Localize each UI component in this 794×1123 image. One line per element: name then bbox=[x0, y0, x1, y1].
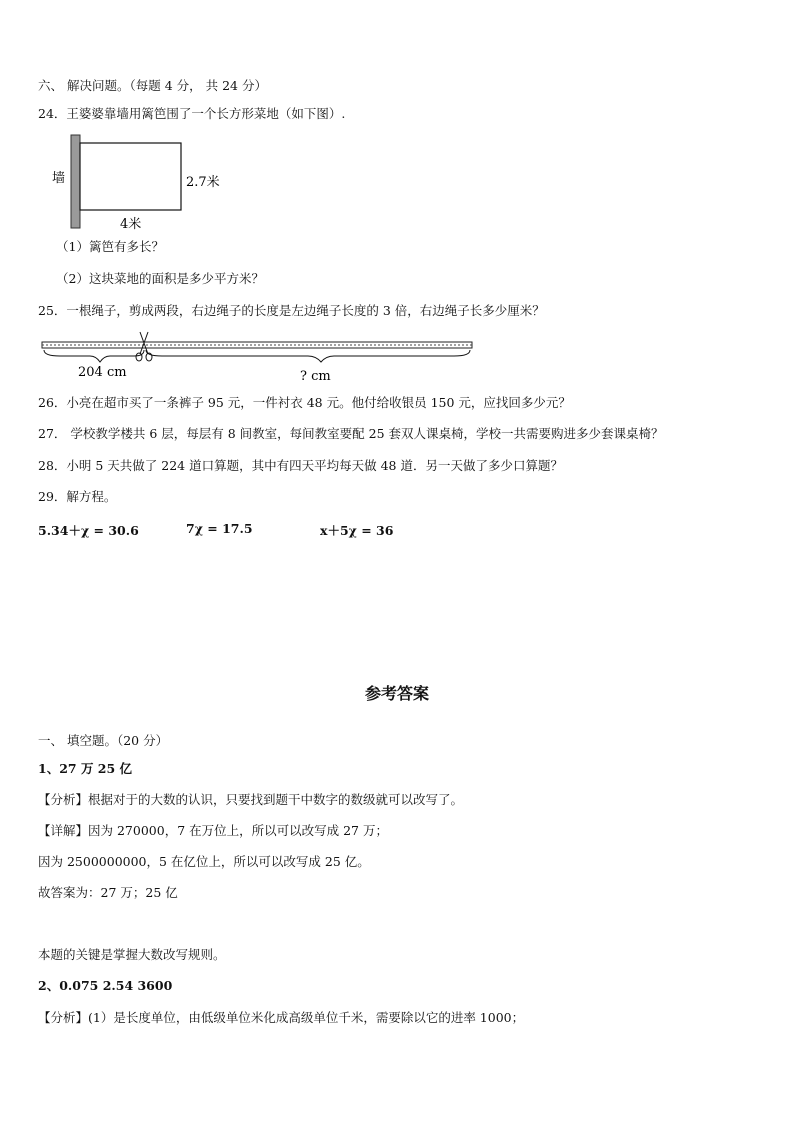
garden-rectangle bbox=[80, 143, 181, 210]
bottom-length-label: 4米 bbox=[120, 217, 142, 232]
answer-1-detail: 【详解】因为 270000，7 在万位上，所以可以改写成 27 万； bbox=[38, 823, 388, 838]
question-27: 27． 学校教学楼共 6 层，每层有 8 间教室，每间教室要配 25 套双人课桌椅，学校一共需要购进多少套课桌椅？ bbox=[38, 426, 664, 441]
question-29: 29．解方程。 bbox=[38, 489, 117, 504]
answer-1-key-point: 本题的关键是掌握大数改写规则。 bbox=[38, 947, 226, 962]
left-length-label: 204 cm bbox=[78, 365, 127, 380]
answers-section-1-header: 一、 填空题。（20 分） bbox=[38, 733, 169, 748]
right-brace bbox=[146, 350, 470, 362]
answer-1-detail-2: 因为 2500000000，5 在亿位上，所以可以改写成 25 亿。 bbox=[38, 854, 370, 869]
wall bbox=[71, 135, 80, 228]
left-brace bbox=[44, 350, 144, 362]
question-24-sub1: （1）篱笆有多长？ bbox=[56, 239, 164, 254]
answer-1-analysis: 【分析】根据对于的大数的认识，只要找到题干中数字的数级就可以改写了。 bbox=[38, 792, 464, 807]
question-25: 25．一根绳子，剪成两段，右边绳子的长度是左边绳子长度的 3 倍，右边绳子长多少厘米？ bbox=[38, 303, 545, 318]
question-24: 24．王婆婆靠墙用篱笆围了一个长方形菜地（如下图）. bbox=[38, 106, 346, 121]
equation-3: x＋5χ = 36 bbox=[320, 523, 394, 538]
answer-1: 1、27 万 25 亿 bbox=[38, 761, 133, 776]
answers-title: 参考答案 bbox=[364, 684, 429, 703]
equation-1: 5.34＋χ = 30.6 bbox=[38, 523, 139, 538]
garden-figure bbox=[44, 132, 244, 232]
right-length-label: ? cm bbox=[300, 369, 331, 382]
section-6-header: 六、 解决问题。（每题 4 分， 共 24 分） bbox=[38, 78, 267, 93]
answer-2: 2、0.075 2.54 3600 bbox=[38, 978, 173, 993]
question-26: 26．小亮在超市买了一条裤子 95 元，一件衬衣 48 元。他付给收银员 150 元，应找回多少元？ bbox=[38, 395, 571, 410]
question-24-sub2: （2）这块菜地的面积是多少平方米？ bbox=[56, 271, 264, 286]
side-length-label: 2.7米 bbox=[186, 175, 220, 190]
rope-figure bbox=[38, 330, 478, 382]
question-28: 28．小明 5 天共做了 224 道口算题，其中有四天平均每天做 48 道．另一天做了多少口算题？ bbox=[38, 458, 563, 473]
answer-1-conclusion: 故答案为：27 万；25 亿 bbox=[38, 885, 178, 900]
answer-2-analysis: 【分析】(1）是长度单位，由低级单位米化成高级单位千米，需要除以它的进率 1000； bbox=[38, 1010, 525, 1025]
wall-label: 墙 bbox=[52, 171, 66, 186]
equation-2: 7χ = 17.5 bbox=[186, 521, 253, 536]
